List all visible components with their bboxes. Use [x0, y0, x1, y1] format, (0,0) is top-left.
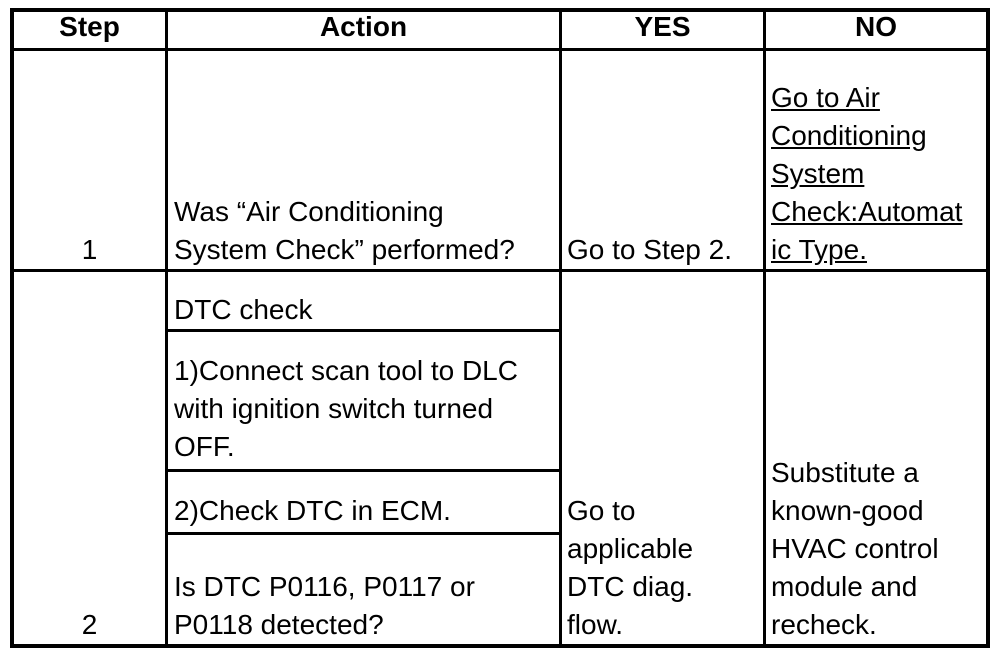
link-text[interactable]: ic Type. [771, 234, 867, 265]
no-text: HVAC control [771, 533, 939, 564]
yes-text: Go to [567, 495, 636, 526]
action-dtc-check: DTC check [174, 294, 313, 325]
action-subdivider [165, 329, 562, 332]
yes-text: flow. [567, 609, 624, 640]
header-yes: YES [634, 11, 691, 42]
action-text: P0118 detected? [174, 609, 384, 640]
row2-no [771, 272, 986, 644]
row1-yes [567, 51, 763, 269]
action-text: System Check” performed? [174, 234, 515, 265]
action-step-2: 2)Check DTC in ECM. [174, 495, 451, 526]
link-text[interactable]: System [771, 158, 865, 189]
row1-action [174, 51, 559, 269]
air-conditioning-check-link[interactable] [771, 51, 986, 269]
action-text: Is DTC P0116, P0117 or [174, 571, 475, 602]
yes-text: Go to Step 2. [567, 234, 732, 265]
action-text: 1)Connect scan tool to DLC [174, 355, 518, 386]
no-text: Substitute a [771, 457, 919, 488]
no-text: recheck. [771, 609, 877, 640]
no-text: module and [771, 571, 918, 602]
action-subdivider [165, 469, 562, 472]
step-number: 1 [81, 234, 98, 265]
column-divider [763, 12, 766, 644]
header-step: Step [59, 11, 120, 42]
row2-step [14, 272, 165, 644]
row1-step [14, 51, 165, 269]
yes-text: DTC diag. [567, 571, 694, 602]
column-divider [559, 12, 562, 644]
header-no: NO [855, 11, 897, 42]
yes-text: applicable [567, 533, 694, 564]
link-text[interactable]: Conditioning [771, 120, 927, 151]
action-text: OFF. [174, 431, 235, 462]
link-text[interactable]: Check:Automat [771, 196, 963, 227]
action-text: with ignition switch turned [174, 393, 494, 424]
step-number: 2 [81, 609, 98, 640]
header-action: Action [319, 11, 408, 42]
no-text: known-good [771, 495, 924, 526]
diagnostic-table [10, 8, 990, 648]
action-text: Was “Air Conditioning [174, 196, 444, 227]
action-step-1 [174, 352, 559, 466]
row2-yes [567, 272, 763, 644]
link-text[interactable]: Go to Air [771, 82, 880, 113]
column-divider [165, 12, 168, 644]
action-question [174, 535, 559, 644]
